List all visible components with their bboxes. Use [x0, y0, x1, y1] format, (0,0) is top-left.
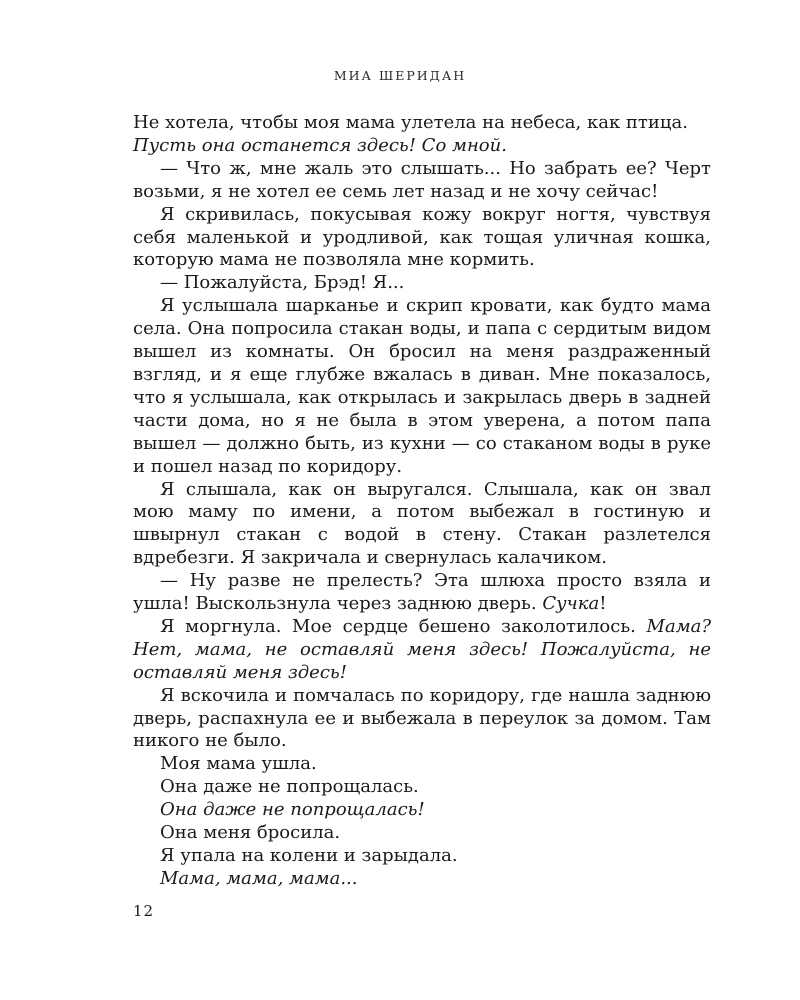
paragraph	[133, 868, 711, 891]
paragraph	[133, 685, 711, 754]
paragraph-text: — Что ж, мне жаль это слышать... Но забрать ее? Черт возьми, я не хотел ее семь лет назад и не хочу сейчас!	[133, 157, 711, 202]
paragraph	[133, 753, 711, 776]
paragraph-text: Не хотела, чтобы моя мама улетела на небеса, как птица.	[133, 112, 688, 133]
paragraph-text: Я моргнула. Мое сердце бешено заколотилось.	[160, 615, 636, 637]
body-text	[133, 112, 711, 891]
paragraph-text: — Ну разве не прелесть? Эта шлюха просто взяла и ушла! Выскользнула через заднюю дверь.	[133, 570, 711, 615]
paragraph	[133, 112, 711, 135]
running-head: МИА ШЕРИДАН	[333, 68, 467, 83]
paragraph-text: Я вскочила и помчалась по коридору, где нашла заднюю дверь, распахнула ее и выбежала в переулок за домом. Там никого не было.	[133, 684, 711, 752]
paragraph-text: Я услышала шарканье и скрип кровати, как будто мама села. Она попросила стакан воды, и папа с сердитым видом вышел из комнаты. Он бросил на меня раздраженный взгляд, и я еще глубже вжалась в диван. Мне показалось, что я услышала, как открылась и закрылась дверь в задней части дома, но я не была в этом уверена, а потом папа вышел — должно быть, из кухни — со стаканом воды в руке и пошел назад по коридору.	[133, 295, 711, 477]
paragraph-text: Я скривилась, покусывая кожу вокруг ногтя, чувствуя себя маленькой и уродливой, как тощая уличная кошка, которую мама не позволяла мне кормить.	[133, 203, 711, 271]
paragraph-text-after: !	[599, 593, 607, 615]
paragraph-text: Она меня бросила.	[160, 822, 341, 844]
paragraph	[133, 822, 711, 845]
paragraph	[133, 799, 711, 822]
paragraph	[133, 272, 711, 295]
paragraph	[133, 204, 711, 273]
paragraph	[133, 158, 711, 204]
paragraph-italic: Мама, мама, мама...	[160, 867, 358, 889]
paragraph-italic: Сучка	[542, 593, 600, 615]
paragraph-text: Она даже не попрощалась.	[160, 776, 419, 798]
paragraph-text: Я упала на колени и зарыдала.	[160, 845, 458, 866]
paragraph	[133, 776, 711, 799]
paragraph-text: — Пожалуйста, Брэд! Я...	[160, 272, 405, 294]
paragraph	[133, 135, 711, 158]
paragraph	[133, 570, 711, 616]
paragraph-text: Я слышала, как он выругался. Слышала, как он звал мою маму по имени, а потом выбежал в гостиную и швырнул стакан с водой в стену. Стакан разлетелся вдребезги. Я закричала и свернулась калачиком.	[133, 478, 711, 569]
paragraph-italic: Пусть она останется здесь! Со мной.	[133, 134, 507, 156]
paragraph-italic: Мама? Нет, мама, не оставляй меня здесь! Пожалуйста, не оставляй меня здесь!	[133, 615, 711, 683]
paragraph-text: Моя мама ушла.	[160, 753, 317, 775]
paragraph	[133, 295, 711, 478]
paragraph-italic: Она даже не попрощалась!	[160, 799, 425, 821]
paragraph	[133, 616, 711, 685]
paragraph	[133, 479, 711, 571]
paragraph	[133, 845, 711, 868]
page-number: 12	[133, 902, 155, 920]
